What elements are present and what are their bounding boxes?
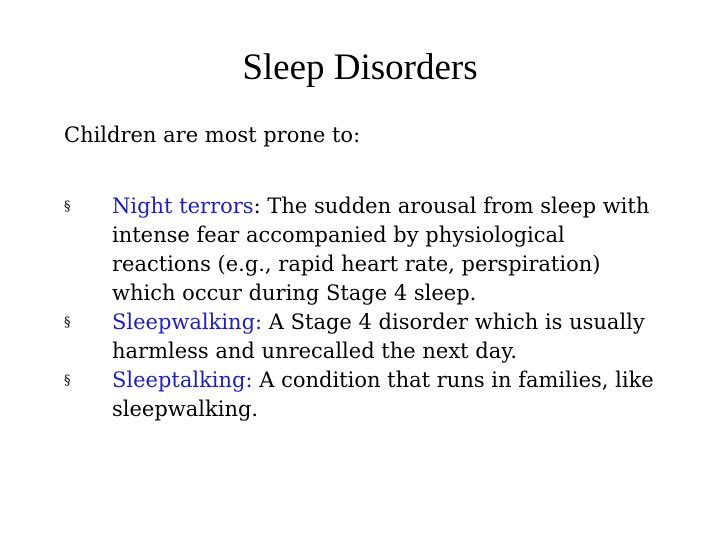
section-bullet-icon: §	[64, 315, 71, 330]
bullet-list	[64, 192, 664, 424]
term-sleepwalking: Sleepwalking:	[112, 310, 263, 334]
description-sleepwalking: A Stage 4 disorder which is usually harmless and unrecalled the next day.	[112, 310, 645, 363]
description-sleeptalking: A condition that runs in families, like sleepwalking.	[112, 368, 654, 421]
list-item-sleeptalking	[64, 366, 664, 424]
section-bullet-icon: §	[64, 373, 71, 388]
list-item-night-terrors	[64, 192, 664, 308]
section-bullet-icon: §	[64, 199, 71, 214]
description-night-terrors: The sudden arousal from sleep with intense fear accompanied by physiological reactions (e.g., rapid heart rate, perspiration) which occur during Stage 4 sleep.	[112, 194, 650, 305]
slide-title: Sleep Disorders	[242, 47, 478, 88]
list-item-sleepwalking	[64, 308, 664, 366]
term-sleeptalking: Sleeptalking:	[112, 368, 253, 392]
term-night-terrors: Night terrors	[112, 194, 254, 218]
term-separator: :	[253, 194, 261, 218]
intro-text: Children are most prone to:	[64, 123, 361, 147]
